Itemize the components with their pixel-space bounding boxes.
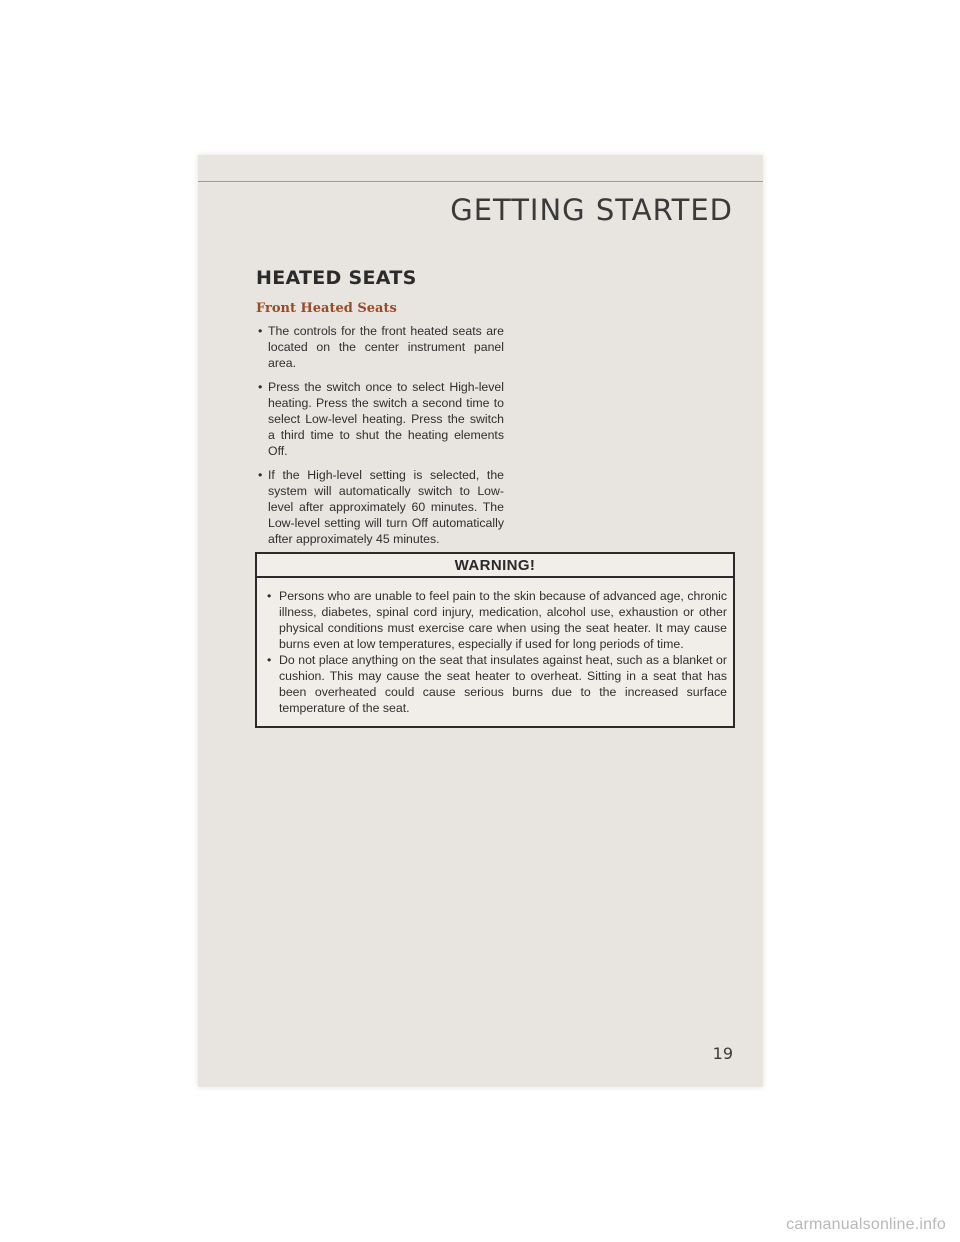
bullet-item: • If the High-level setting is selected, the system will automatically switch to Low-level after approximately 60 minutes. The Low-level setting will turn Off automatically after approximately 45 minutes.	[256, 467, 504, 547]
warning-box	[255, 552, 735, 728]
bullet-item: • Press the switch once to select High-level heating. Press the switch a second time to select Low-level heating. Press the switch a third time to shut the heating elements Off.	[256, 379, 504, 459]
heated-seats-bullet-list	[256, 323, 504, 555]
page-heading: HEATED SEATS	[256, 267, 417, 289]
section-title: GETTING STARTED	[450, 193, 733, 227]
watermark-link[interactable]: carmanualsonline.info	[786, 1216, 946, 1233]
header-rule	[198, 181, 763, 182]
warning-item: • Persons who are unable to feel pain to the skin because of advanced age, chronic illness, diabetes, spinal cord injury, medication, alcohol use, exhaustion or other physical conditions must exercise care when using the seat heater. It may cause burns even at low temperatures, especially if used for long periods of time.	[265, 588, 727, 652]
warning-item: • Do not place anything on the seat that insulates against heat, such as a blanket or cushion. This may cause the seat heater to overheat. Sitting in a seat that has been overheated could cause serious burns due to the increased surface temperature of the seat.	[265, 652, 727, 716]
bullet-item: • The controls for the front heated seats are located on the center instrument panel area.	[256, 323, 504, 371]
warning-list	[257, 578, 733, 726]
page-number: 19	[712, 1044, 733, 1063]
subheading: Front Heated Seats	[256, 301, 397, 316]
manual-page	[198, 155, 763, 1087]
warning-title: WARNING!	[257, 554, 733, 578]
